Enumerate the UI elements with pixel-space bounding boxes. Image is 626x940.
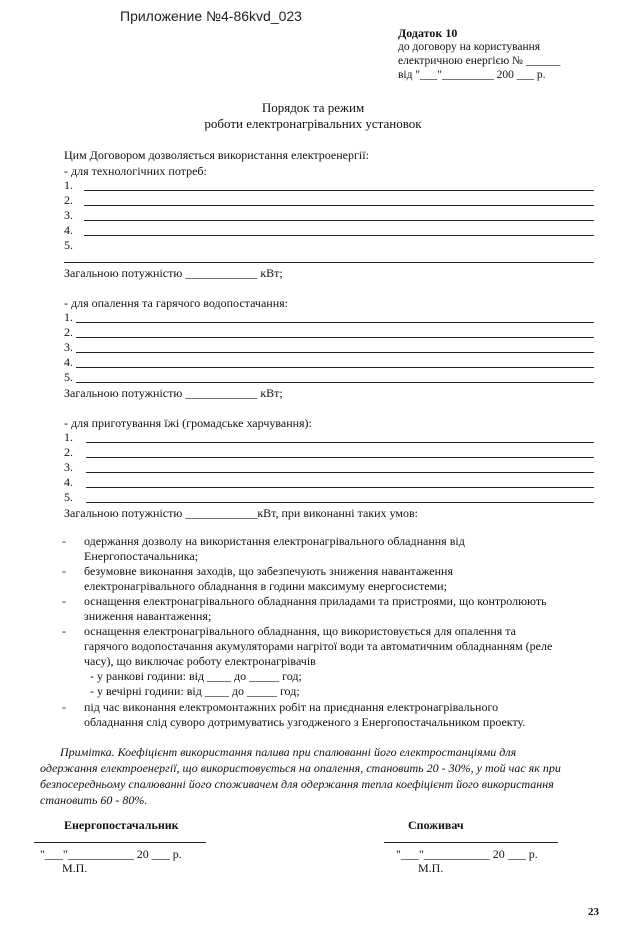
list-item: 3.	[64, 460, 73, 474]
condition-line: під час виконання електромонтажних робіт на приєднання електронагрівального	[84, 700, 499, 714]
section1-total: Загальною потужністю ____________ кВт;	[64, 266, 283, 280]
note-line: одержання електроенергії, що використовується на опалення, становить 20 - 30%, у той час як при	[40, 761, 561, 775]
condition-line: гарячого водопостачання акумуляторами нагрітої води та автоматичним обладнанням (реле	[84, 639, 553, 653]
section2-label: - для опалення та гарячого водопостачання:	[64, 296, 288, 310]
condition-bullet: -	[62, 564, 66, 578]
condition-line: обладнання слід суворо дотримуватись узгодженого з Енергопостачальником проекту.	[84, 715, 526, 729]
list-item: 4.	[64, 355, 73, 369]
list-item: 4.	[64, 475, 73, 489]
condition-line: оснащення електронагрівального обладнання приладами та пристроями, що контролюють	[84, 594, 547, 608]
fill-line	[84, 235, 594, 236]
file-label: Приложение №4-86kvd_023	[120, 8, 302, 24]
supplier-date: "___"___________ 20 ___ р.	[40, 847, 182, 861]
annex-block	[398, 26, 560, 82]
title-line2: роботи електронагрівальних установок	[204, 116, 422, 131]
section3-label: - для приготування їжі (громадське харчування):	[64, 416, 312, 430]
condition-line: зниження навантаження;	[84, 609, 212, 623]
annex-title: Додаток 10	[398, 26, 458, 40]
fill-line	[76, 322, 594, 323]
supplier-stamp: М.П.	[62, 861, 88, 875]
consumer-stamp: М.П.	[418, 861, 444, 875]
condition-line: електронагрівального обладнання в години максимуму енергосистеми;	[84, 579, 447, 593]
list-item: 5.	[64, 370, 73, 384]
condition-line: оснащення електронагрівального обладнання, що використовується для опалення та	[84, 624, 517, 638]
note-line: безпосередньому спалюванні його споживачем для одержання тепла коефіцієнт його використання	[40, 777, 554, 791]
list-item: 1.	[64, 310, 73, 324]
note-line: Примітка. Коефіцієнт використання палива при спалюванні його електростанціями для	[60, 745, 517, 759]
condition-bullet: -	[62, 594, 66, 608]
list-item: 2.	[64, 445, 73, 459]
condition-line: - у вечірні години: від ____ до _____ год;	[84, 684, 300, 698]
fill-line	[86, 442, 594, 443]
fill-line	[64, 262, 594, 263]
fill-line	[84, 205, 594, 206]
list-item: 3.	[64, 340, 73, 354]
condition-line: безумовне виконання заходів, що забезпечують зниження навантаження	[84, 564, 453, 578]
annex-line3: від "___"_________ 200 ___ р.	[398, 69, 546, 81]
condition-item	[84, 534, 465, 564]
condition-line: часу), що виключає роботу електронагрівачів	[84, 654, 316, 668]
supplier-title: Енергопостачальник	[64, 818, 179, 832]
list-item: 4.	[64, 223, 73, 237]
list-item: 1.	[64, 178, 73, 192]
document-title	[0, 100, 626, 132]
list-item: 2.	[64, 325, 73, 339]
list-item: 3.	[64, 208, 73, 222]
condition-bullet: -	[62, 700, 66, 714]
consumer-title: Споживач	[408, 818, 464, 832]
consumer-date: "___"___________ 20 ___ р.	[396, 847, 538, 861]
annex-line2: електричною енергією № ______	[398, 55, 561, 67]
condition-item	[84, 564, 453, 594]
condition-item	[84, 700, 525, 730]
fill-line	[76, 352, 594, 353]
list-item: 5.	[64, 490, 73, 504]
fill-line	[86, 457, 594, 458]
fill-line	[76, 382, 594, 383]
note-line: становить 60 - 80%.	[40, 793, 148, 807]
condition-item	[84, 594, 547, 624]
fill-line	[84, 220, 594, 221]
section1-label: - для технологічних потреб:	[64, 164, 207, 178]
fill-line	[86, 472, 594, 473]
note-block	[40, 744, 561, 808]
condition-item	[84, 624, 552, 699]
title-line1: Порядок та режим	[261, 100, 365, 115]
fill-line	[76, 337, 594, 338]
condition-line: одержання дозволу на використання електронагрівального обладнання від	[84, 534, 465, 548]
condition-bullet: -	[62, 534, 66, 548]
page-number: 23	[588, 906, 599, 918]
list-item: 5.	[64, 238, 73, 252]
fill-line	[86, 502, 594, 503]
intro-text: Цим Договором дозволяється використання електроенергії:	[64, 148, 369, 162]
condition-line: Енергопостачальника;	[84, 549, 199, 563]
supplier-signature-line	[34, 842, 206, 843]
fill-line	[76, 367, 594, 368]
fill-line	[84, 190, 594, 191]
condition-line: - у ранкові години: від ____ до _____ год;	[84, 669, 302, 683]
list-item: 2.	[64, 193, 73, 207]
section2-total: Загальною потужністю ____________ кВт;	[64, 386, 283, 400]
list-item: 1.	[64, 430, 73, 444]
annex-line1: до договору на користування	[398, 41, 541, 53]
consumer-signature-line	[384, 842, 558, 843]
condition-bullet: -	[62, 624, 66, 638]
section3-total: Загальною потужністю ____________кВт, при виконанні таких умов:	[64, 506, 418, 520]
fill-line	[86, 487, 594, 488]
